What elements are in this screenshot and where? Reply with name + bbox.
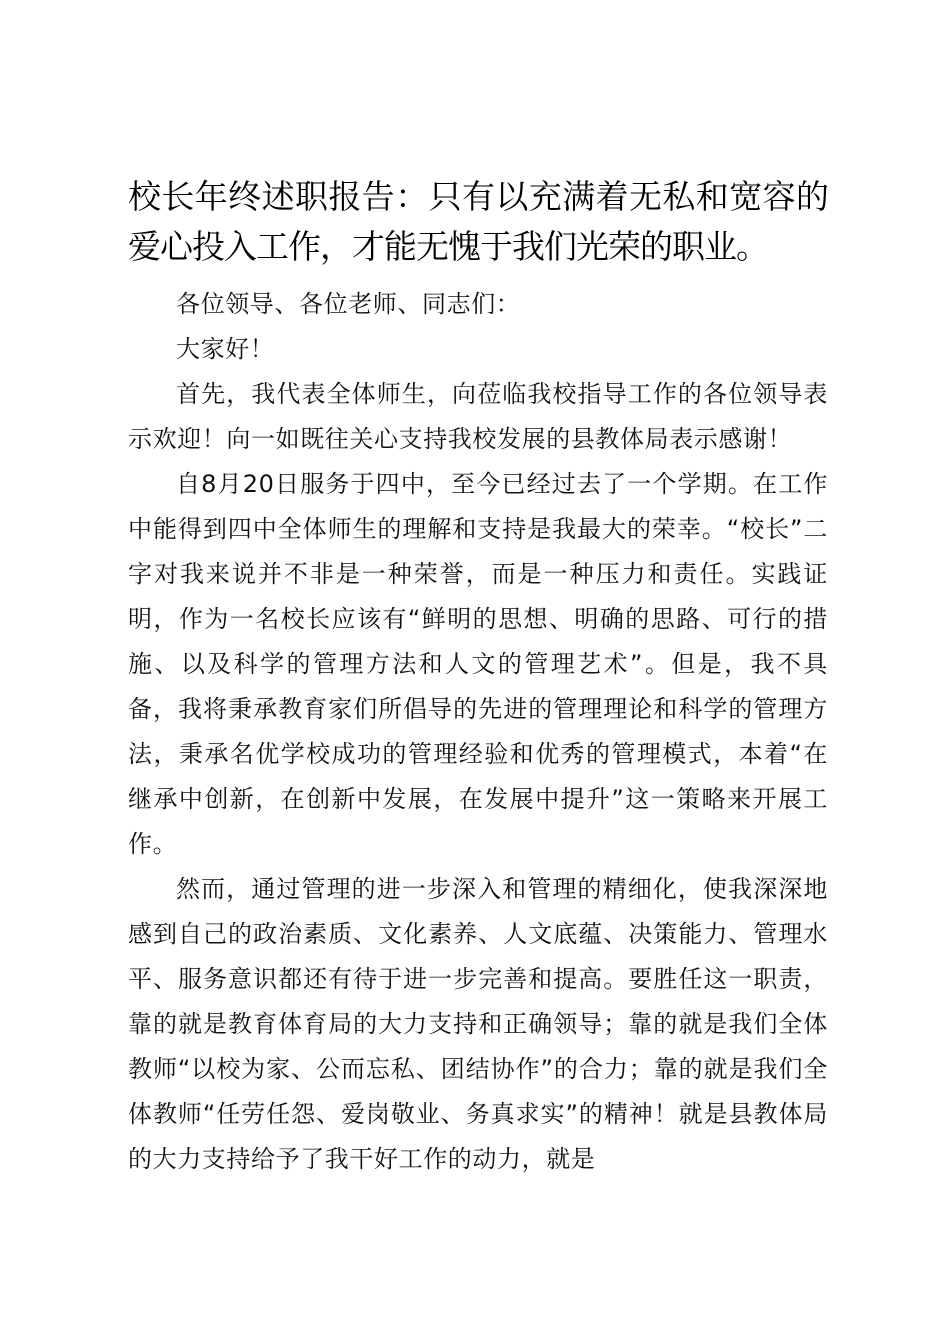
greeting-paragraph: 大家好！ [176,335,275,363]
reflection-paragraph: 然而，通过管理的进一步深入和管理的精细化，使我深深地感到自己的政治素质、文化素养、人文底蕴、决策能力、管理水平、服务意识都还有待于进一步完善和提高。要胜任这一职责，靠的就是教育体育局的大力支持和正确领导；靠的就是我们全体教师“以校为家、公而忘私、团结协作”的合力；靠的就是我们全体教师“任劳任怨、爱岗敬业、务真求实”的精神！就是县教体局的大力支持给予了我干好工作的动力，就是 [128,875,828,1173]
salutation-paragraph: 各位领导、各位老师、同志们： [176,290,521,318]
document-title: 校长年终述职报告：只有以充满着无私和宽容的爱心投入工作，才能无愧于我们光荣的职业。 [128,177,828,266]
service-paragraph: 自8月20日服务于四中，至今已经过去了一个学期。在工作中能得到四中全体师生的理解和支持是我最大的荣幸。“校长”二字对我来说并不非是一种荣誉，而是一种压力和责任。实践证明，作为一名校长应该有“鲜明的思想、明确的思路、可行的措施、以及科学的管理方法和人文的管理艺术”。但是，我不具备，我将秉承教育家们所倡导的先进的管理理论和科学的管理方法，秉承名优学校成功的管理经验和优秀的管理模式，本着“在继承中创新，在创新中发展，在发展中提升”这一策略来开展工作。 [128,470,828,858]
document-body [128,172,828,1182]
welcome-paragraph: 首先，我代表全体师生，向莅临我校指导工作的各位领导表示欢迎！向一如既往关心支持我校发展的县教体局表示感谢！ [128,380,828,453]
